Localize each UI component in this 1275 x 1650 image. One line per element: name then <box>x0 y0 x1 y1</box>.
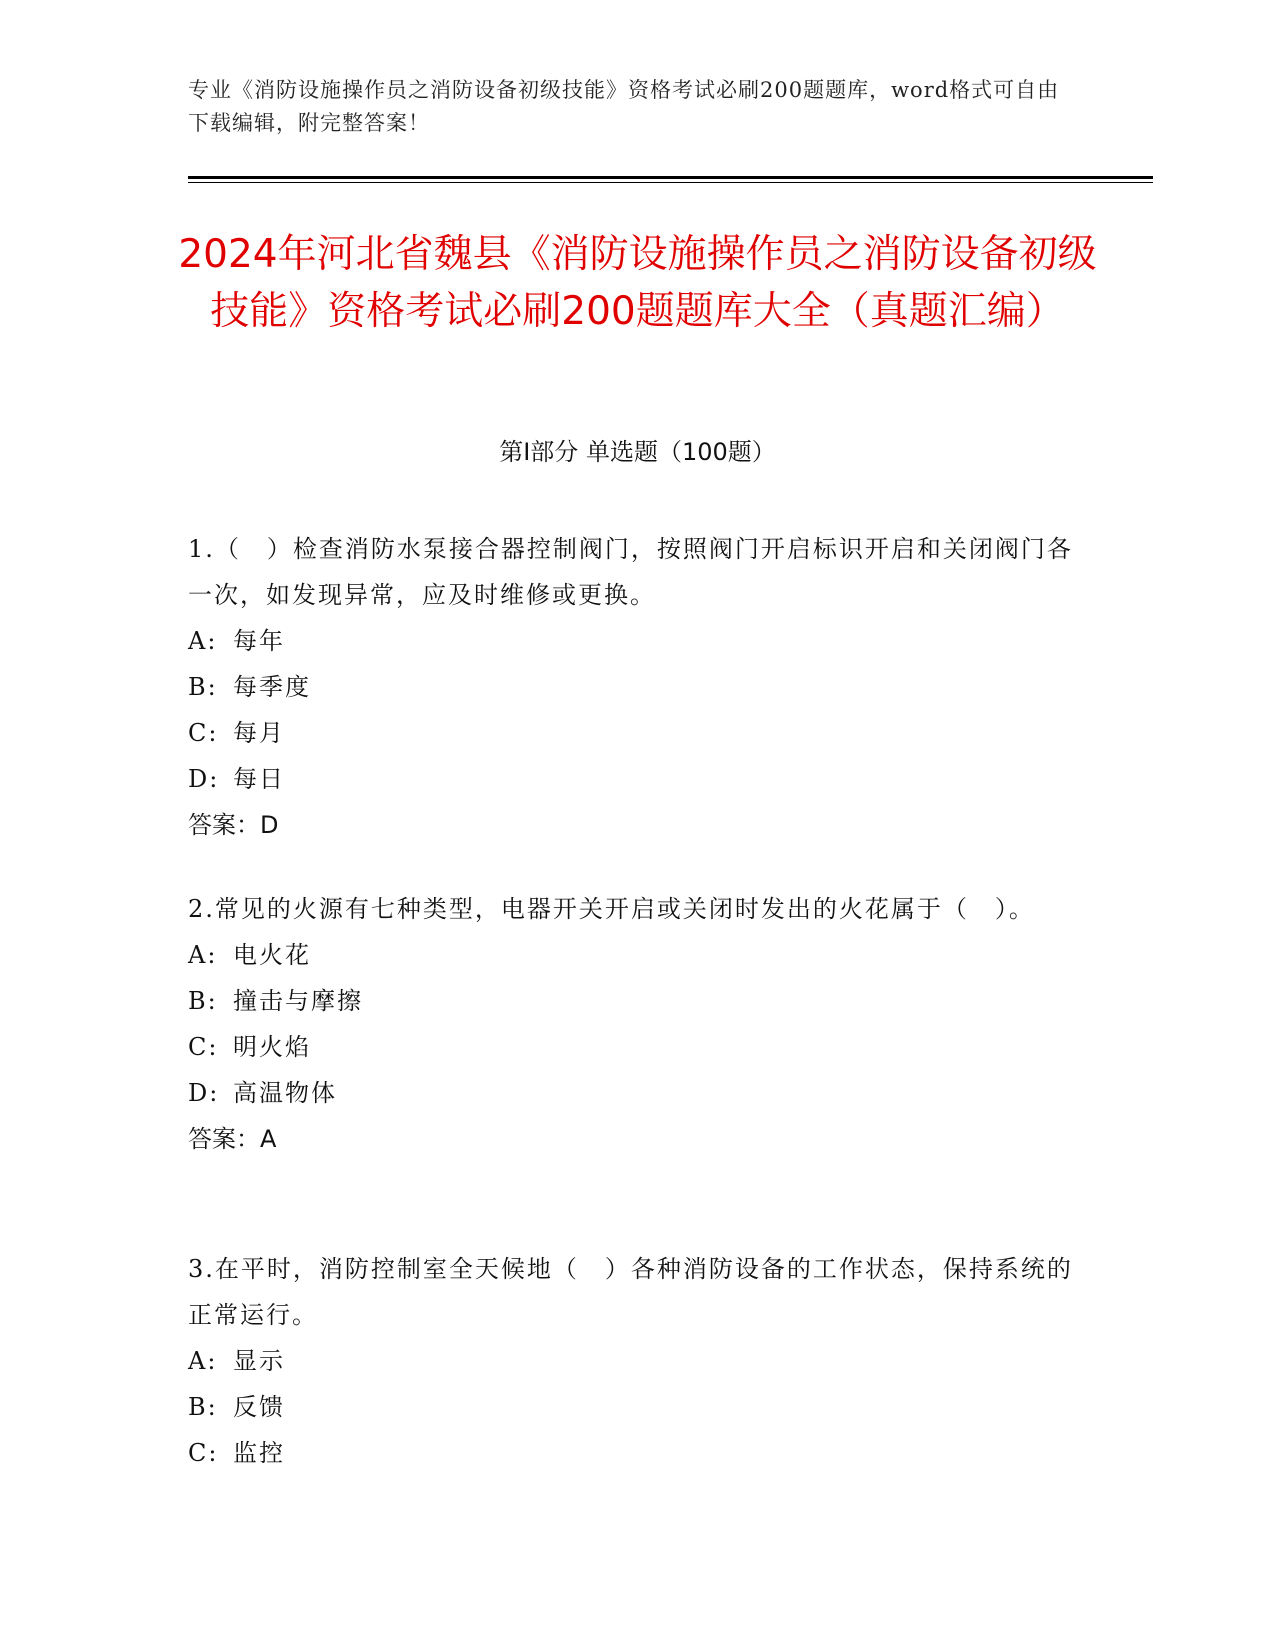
option-text: 明火焰 <box>233 1033 311 1061</box>
option-letter: B: <box>188 673 218 701</box>
option-d <box>188 756 1088 802</box>
option-letter: A: <box>188 941 218 969</box>
question-stem: 3.在平时，消防控制室全天候地（ ）各种消防设备的工作状态，保持系统的正常运行。 <box>188 1255 1073 1329</box>
option-text: 反馈 <box>233 1393 285 1421</box>
header-note: 专业《消防设施操作员之消防设备初级技能》资格考试必刷200题题库，word格式可自由下载编辑，附完整答案！ <box>188 78 1060 135</box>
option-letter: A: <box>188 627 218 655</box>
option-letter: B: <box>188 1393 218 1421</box>
option-a <box>188 1338 1088 1384</box>
section-heading: 第Ⅰ部分 单选题（100题） <box>499 438 776 466</box>
question-stem: 2.常见的火源有七种类型，电器开关开启或关闭时发出的火花属于（ ）。 <box>188 895 1035 923</box>
answer-line: 答案：A <box>188 1125 277 1153</box>
header-divider <box>188 176 1153 179</box>
option-a <box>188 932 1088 978</box>
question-1 <box>188 526 1088 848</box>
option-letter: A: <box>188 1347 218 1375</box>
option-a <box>188 618 1088 664</box>
option-text: 每日 <box>233 765 285 793</box>
question-3 <box>188 1246 1088 1476</box>
document-title: 2024年河北省魏县《消防设施操作员之消防设备初级技能》资格考试必刷200题题库大全（真题汇编） <box>178 232 1097 334</box>
answer-line: 答案：D <box>188 811 279 839</box>
option-c <box>188 1024 1088 1070</box>
option-c <box>188 710 1088 756</box>
option-text: 电火花 <box>233 941 311 969</box>
option-d <box>188 1070 1088 1116</box>
header-divider-thin <box>188 182 1153 183</box>
option-b <box>188 1384 1088 1430</box>
option-letter: C: <box>188 719 219 747</box>
option-letter: C: <box>188 1033 219 1061</box>
question-stem: 1.（ ）检查消防水泵接合器控制阀门，按照阀门开启标识开启和关闭阀门各一次，如发现异常，应及时维修或更换。 <box>188 535 1073 609</box>
option-text: 撞击与摩擦 <box>233 987 363 1015</box>
option-letter: C: <box>188 1439 219 1467</box>
question-2 <box>188 886 1088 1162</box>
option-b <box>188 978 1088 1024</box>
option-text: 每季度 <box>233 673 311 701</box>
option-text: 监控 <box>233 1439 285 1467</box>
option-b <box>188 664 1088 710</box>
option-text: 高温物体 <box>233 1079 337 1107</box>
option-text: 每月 <box>233 719 285 747</box>
option-letter: D: <box>188 1079 220 1107</box>
option-c <box>188 1430 1088 1476</box>
option-text: 显示 <box>233 1347 285 1375</box>
option-text: 每年 <box>233 627 285 655</box>
option-letter: B: <box>188 987 218 1015</box>
option-letter: D: <box>188 765 220 793</box>
